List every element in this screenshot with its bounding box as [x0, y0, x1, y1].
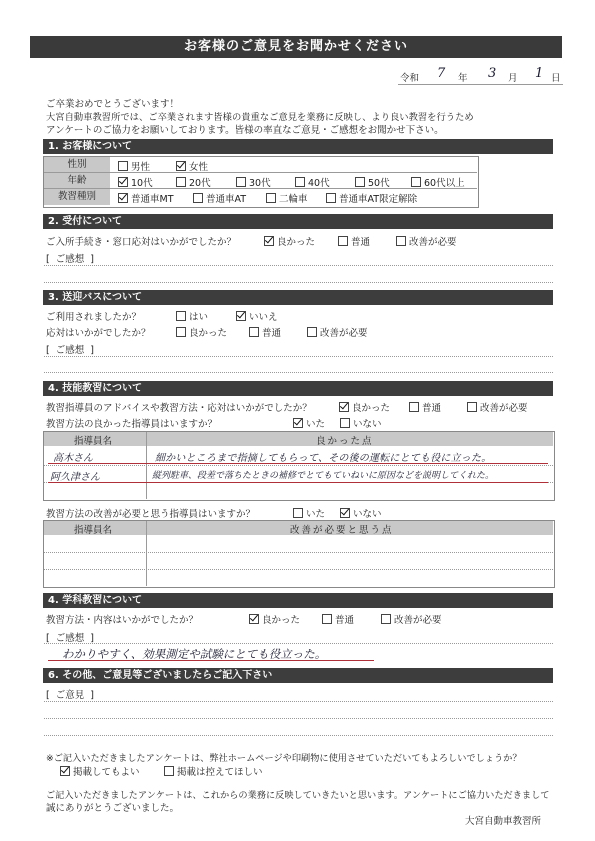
checkbox-icon	[176, 311, 186, 321]
intro-line-3: アンケートのご協力をお願いしております。皆様の率直なご意見・ご感想をお聞かせ下さい。	[46, 125, 444, 136]
checkbox-icon	[164, 766, 174, 776]
classroom-normal[interactable]: 普通	[322, 612, 354, 626]
bad-instructor-question: 教習方法の改善が必要と思う指導員はいますか？	[46, 509, 256, 520]
checkbox-checked-icon	[293, 418, 303, 428]
label-age: 年齢	[44, 173, 110, 188]
course-at[interactable]: 普通車AT	[193, 191, 246, 205]
section-1-header: 1. お客様について	[43, 139, 553, 154]
skills-advice-needs-improvement[interactable]: 改善が必要	[467, 400, 528, 414]
checkbox-icon	[293, 508, 303, 518]
checkbox-icon	[266, 193, 276, 203]
age-20s[interactable]: 20代	[176, 175, 211, 189]
label-gender: 性別	[44, 157, 110, 172]
checkbox-icon	[307, 327, 317, 337]
bus-service-question: 応対はいかがでしたか？	[46, 328, 151, 339]
gender-female[interactable]: 女性	[176, 159, 208, 173]
checkbox-icon	[396, 236, 406, 246]
date-year-unit: 年	[458, 73, 468, 84]
classroom-comment-text[interactable]: わかりやすく、効果測定や試験にとても役立った。	[62, 647, 327, 661]
reception-needs-improvement[interactable]: 改善が必要	[396, 234, 457, 248]
checkbox-checked-icon	[339, 402, 349, 412]
checkbox-icon	[409, 402, 419, 412]
checkbox-checked-icon	[176, 161, 186, 171]
date-year[interactable]: 7	[437, 66, 446, 81]
good-table-header-name: 指導員名	[74, 436, 113, 447]
reception-normal[interactable]: 普通	[338, 234, 370, 248]
consent-question: ※ご記入いただきましたアンケートは、弊社ホームページや印刷物に使用させていただいてもよろしいでしょうか？	[46, 753, 522, 764]
red-underline	[48, 482, 548, 483]
other-comment-label: [ ご意見 ]	[46, 690, 95, 701]
checkbox-icon	[381, 614, 391, 624]
checkbox-checked-icon	[249, 614, 259, 624]
label-course: 教習種別	[44, 189, 110, 205]
good-instructor-no[interactable]: いない	[340, 416, 382, 430]
bad-table-header-point: 改善が必要と思う点	[290, 525, 394, 536]
classroom-comment-label: [ ご感想 ]	[46, 633, 95, 644]
age-50s[interactable]: 50代	[355, 175, 390, 189]
classroom-needs-improvement[interactable]: 改善が必要	[381, 612, 442, 626]
skills-advice-normal[interactable]: 普通	[409, 400, 441, 414]
date-month-unit: 月	[508, 73, 518, 84]
bus-service-normal[interactable]: 普通	[249, 325, 281, 339]
closing-line-1: ご記入いただきましたアンケートは、これからの業務に反映していきたいと思います。アンケートにご協力いただきまして	[46, 790, 550, 801]
bad-table-header-name: 指導員名	[74, 525, 113, 536]
bus-service-good[interactable]: 良かった	[176, 325, 227, 339]
bad-instructor-yes[interactable]: いた	[293, 506, 325, 520]
section-3-header: 3. 送迎バスについて	[43, 290, 553, 305]
closing-line-2: 誠にありがとうございました。	[46, 803, 180, 814]
checkbox-icon	[411, 177, 421, 187]
consent-allow[interactable]: 掲載してもよい	[60, 764, 140, 778]
good-instructor-question: 教習方法の良かった指導員はいますか？	[46, 419, 218, 430]
date-day[interactable]: 1	[535, 66, 544, 81]
section-4-header: 4. 技能教習について	[43, 381, 553, 396]
good-table-header-point: 良かった点	[316, 436, 374, 447]
skills-advice-question: 教習指導員のアドバイスや教習方法・応対はいかがでしたか？	[46, 403, 312, 414]
checkbox-icon	[322, 614, 332, 624]
checkbox-icon	[467, 402, 477, 412]
reception-comment-label: [ ご感想 ]	[46, 254, 95, 265]
checkbox-icon	[249, 327, 259, 337]
checkbox-checked-icon	[60, 766, 70, 776]
age-10s[interactable]: 10代	[118, 175, 153, 189]
skills-advice-good[interactable]: 良かった	[339, 400, 390, 414]
bus-use-question: ご利用されましたか？	[46, 312, 142, 323]
checkbox-checked-icon	[264, 236, 274, 246]
checkbox-icon	[118, 161, 128, 171]
section-6-header: 6. その他、ご意見等ございましたらご記入下さい	[43, 668, 553, 683]
bus-service-needs-improvement[interactable]: 改善が必要	[307, 325, 368, 339]
checkbox-icon	[295, 177, 305, 187]
company-name: 大宮自動車教習所	[465, 816, 542, 827]
section-2-header: 2. 受付について	[43, 214, 553, 229]
date-day-unit: 日	[551, 73, 561, 84]
checkbox-checked-icon	[340, 508, 350, 518]
good-instructor-yes[interactable]: いた	[293, 416, 325, 430]
course-mt[interactable]: 普通車MT	[118, 191, 174, 205]
gender-male[interactable]: 男性	[118, 159, 150, 173]
checkbox-icon	[340, 418, 350, 428]
course-at-limit-release[interactable]: 普通車AT限定解除	[326, 191, 417, 205]
checkbox-icon	[326, 193, 336, 203]
classroom-good[interactable]: 良かった	[249, 612, 300, 626]
reception-question: ご入所手続き・窓口応対はいかがでしたか？	[46, 237, 237, 248]
bus-use-no[interactable]: いいえ	[236, 309, 278, 323]
checkbox-checked-icon	[236, 311, 246, 321]
intro-line-1: ご卒業おめでとうございます！	[46, 99, 180, 110]
good-row-2-point[interactable]: 縦列駐車、段差で落ちたときの補修でとてもていねいに原因などを説明してくれた。	[152, 471, 495, 481]
date-era: 令和	[400, 73, 420, 84]
intro-line-2: 大宮自動車教習所では、ご卒業されます皆様の貴重なご意見を業務に反映し、より良い教習を行うため	[46, 112, 474, 123]
red-underline	[48, 463, 548, 464]
age-30s[interactable]: 30代	[236, 175, 271, 189]
checkbox-icon	[338, 236, 348, 246]
course-motorcycle[interactable]: 二輪車	[266, 191, 308, 205]
checkbox-icon	[236, 177, 246, 187]
reception-good[interactable]: 良かった	[264, 234, 315, 248]
age-40s[interactable]: 40代	[295, 175, 330, 189]
bus-use-yes[interactable]: はい	[176, 309, 208, 323]
checkbox-checked-icon	[118, 193, 128, 203]
date-month[interactable]: 3	[488, 66, 497, 81]
consent-decline[interactable]: 掲載は控えてほしい	[164, 764, 263, 778]
bad-instructor-no[interactable]: いない	[340, 506, 382, 520]
page-title: お客様のご意見をお聞かせください	[30, 36, 562, 58]
checkbox-icon	[193, 193, 203, 203]
good-row-1-point[interactable]: 細かいところまで指摘してもらって、その後の運転にとても役に立った。	[155, 453, 492, 464]
age-60s-plus[interactable]: 60代以上	[411, 175, 465, 189]
good-row-1-name[interactable]: 高木さん	[53, 453, 93, 464]
checkbox-checked-icon	[118, 177, 128, 187]
section-5-header: 4. 学科教習について	[43, 593, 553, 608]
checkbox-icon	[176, 177, 186, 187]
checkbox-icon	[176, 327, 186, 337]
red-underline	[48, 660, 374, 661]
classroom-question: 教習方法・内容はいかがでしたか？	[46, 615, 199, 626]
bus-comment-label: [ ご感想 ]	[46, 345, 95, 356]
good-row-2-name[interactable]: 阿久津さん	[50, 472, 100, 483]
checkbox-icon	[355, 177, 365, 187]
